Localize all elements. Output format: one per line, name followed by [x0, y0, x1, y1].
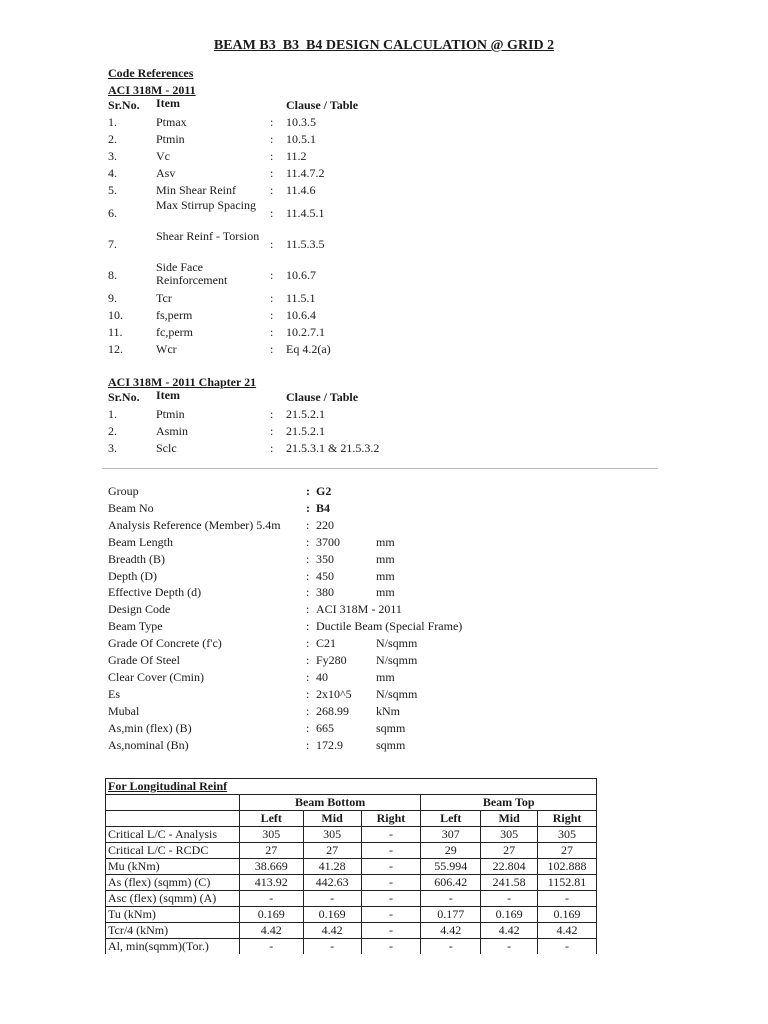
col-srno: Sr.No.	[108, 98, 140, 112]
ref-number: 1.	[108, 115, 117, 129]
param-value: 40	[316, 669, 328, 684]
table-cell: -	[481, 939, 538, 955]
param-colon: :	[306, 500, 310, 515]
table-cell: 27	[303, 843, 361, 859]
blank-cell	[106, 811, 240, 827]
param-colon: :	[306, 568, 310, 583]
ref-number: 2.	[108, 132, 117, 146]
table-cell: 305	[538, 827, 597, 843]
param-unit: mm	[376, 585, 395, 600]
param-colon: :	[306, 517, 310, 532]
table-cell: 102.888	[538, 859, 597, 875]
param-colon: :	[306, 551, 310, 566]
param-label: Breadth (B)	[108, 551, 165, 566]
table-cell: -	[361, 843, 421, 859]
param-unit: N/sqmm	[376, 653, 418, 667]
param-label: Effective Depth (d)	[108, 585, 202, 600]
ref-colon: :	[270, 115, 274, 129]
table-cell: -	[303, 939, 361, 955]
ref-clause: 21.5.2.1	[286, 407, 325, 421]
table-cell: 22.804	[481, 859, 538, 875]
ref-clause: 10.3.5	[286, 115, 316, 129]
ref-item: Ptmin	[156, 132, 185, 146]
ref-clause: 10.6.7	[286, 268, 316, 282]
ref-clause: 10.6.4	[286, 308, 316, 322]
param-colon: :	[306, 686, 310, 701]
ref-number: 6.	[108, 206, 117, 220]
param-unit: N/sqmm	[376, 636, 418, 651]
table-cell: -	[361, 907, 421, 923]
table-cell: 4.42	[481, 923, 538, 939]
table-cell: 307	[421, 827, 481, 843]
param-value: 172.9	[316, 737, 343, 752]
table-cell: 0.169	[303, 907, 361, 923]
col-srno: Sr.No.	[108, 390, 140, 404]
col-item: Item	[156, 388, 180, 402]
subheader-cell: Left	[421, 811, 481, 827]
param-label: Design Code	[108, 602, 171, 617]
param-unit: sqmm	[376, 737, 406, 752]
param-label: Beam Length	[108, 534, 173, 549]
param-label: As,nominal (Bn)	[108, 737, 189, 752]
table-cell: -	[421, 939, 481, 955]
ref-number: 5.	[108, 183, 117, 197]
row-label: Al, min(sqmm)(Tor.)	[106, 939, 240, 955]
param-label: Beam Type	[108, 619, 163, 634]
table-cell: 4.42	[421, 923, 481, 939]
col-clause: Clause / Table	[286, 98, 359, 112]
table-cell: 0.177	[421, 907, 481, 923]
table-cell: 38.669	[239, 859, 303, 875]
table-cell: 27	[481, 843, 538, 859]
subheader-cell: Right	[361, 811, 421, 827]
param-label: As,min (flex) (B)	[108, 720, 192, 735]
table-cell: -	[361, 891, 421, 907]
table-cell: 4.42	[538, 923, 597, 939]
ref-colon: :	[270, 183, 274, 197]
ref-colon: :	[270, 407, 274, 421]
table-cell: -	[303, 891, 361, 907]
section1-title: ACI 318M - 2011	[108, 83, 196, 97]
col-item: Item	[156, 96, 180, 110]
param-value: 3700	[316, 534, 340, 549]
ref-number: 2.	[108, 424, 117, 438]
ref-number: 11.	[108, 325, 123, 339]
ref-clause: 10.2.7.1	[286, 325, 325, 339]
ref-number: 9.	[108, 291, 117, 305]
table-cell: -	[421, 891, 481, 907]
param-value: B4	[316, 500, 331, 515]
divider	[102, 468, 658, 469]
param-colon: :	[306, 669, 310, 684]
row-label: As (flex) (sqmm) (C)	[106, 875, 240, 891]
param-colon: :	[306, 534, 310, 549]
page-title: BEAM B3_B3_B4 DESIGN CALCULATION @ GRID 2	[213, 38, 555, 53]
subheader-cell: Mid	[303, 811, 361, 827]
param-value: 665	[316, 720, 334, 735]
table-cell: 27	[538, 843, 597, 859]
table-row	[106, 891, 597, 907]
ref-item: Asmin	[156, 424, 189, 438]
row-label: Tcr/4 (kNm)	[106, 923, 240, 939]
ref-colon: :	[270, 308, 274, 322]
param-colon: :	[306, 484, 310, 498]
param-value: 268.99	[316, 703, 349, 718]
table-title: For Longitudinal Reinf	[106, 779, 597, 795]
ref-colon: :	[270, 237, 274, 251]
ref-colon: :	[270, 268, 274, 282]
table-row	[106, 923, 597, 939]
table-cell: -	[361, 875, 421, 891]
row-label: Critical L/C - Analysis	[106, 827, 240, 843]
ref-item: Side Face Reinforcement	[156, 260, 228, 287]
ref-item: fs,perm	[156, 308, 193, 322]
table-cell: -	[481, 891, 538, 907]
ref-clause: 11.4.5.1	[286, 206, 325, 220]
table-cell: 4.42	[303, 923, 361, 939]
table-row	[106, 859, 597, 875]
table-cell: 0.169	[239, 907, 303, 923]
ref-colon: :	[270, 206, 274, 220]
param-value: ACI 318M - 2011	[316, 602, 402, 617]
ref-number: 4.	[108, 166, 117, 180]
table-cell: 29	[421, 843, 481, 859]
param-value: C21	[316, 636, 337, 651]
longitudinal-reinf-table	[105, 778, 597, 954]
table-cell: 41.28	[303, 859, 361, 875]
param-unit: mm	[376, 534, 395, 549]
ref-item: Wcr	[156, 342, 177, 356]
param-colon: :	[306, 737, 310, 752]
ref-clause: Eq 4.2(a)	[286, 342, 331, 356]
table-cell: 442.63	[303, 875, 361, 891]
param-value: Ductile Beam (Special Frame)	[316, 619, 463, 634]
ref-colon: :	[270, 342, 274, 356]
param-value: G2	[316, 484, 332, 498]
ref-item: Ptmax	[156, 115, 187, 129]
table-cell: -	[361, 827, 421, 843]
table-cell: 0.169	[481, 907, 538, 923]
table-cell: 305	[303, 827, 361, 843]
param-label: Clear Cover (Cmin)	[108, 669, 204, 684]
param-value: 350	[316, 551, 334, 566]
param-label: Depth (D)	[108, 568, 157, 583]
row-label: Critical L/C - RCDC	[106, 843, 240, 859]
table-cell: -	[239, 939, 303, 955]
row-label: Asc (flex) (sqmm) (A)	[106, 891, 240, 907]
param-value: 380	[316, 585, 334, 600]
param-label: Mubal	[108, 703, 140, 718]
param-unit: N/sqmm	[376, 686, 418, 701]
group-beam-top: Beam Top	[421, 795, 597, 811]
ref-item: Max Stirrup Spacing	[156, 198, 256, 212]
ref-item: Min Shear Reinf	[156, 183, 236, 197]
table-cell: 1152.81	[538, 875, 597, 891]
table-cell: 4.42	[239, 923, 303, 939]
ref-colon: :	[270, 325, 274, 339]
ref-number: 7.	[108, 237, 117, 251]
group-beam-bottom: Beam Bottom	[239, 795, 420, 811]
table-row	[106, 875, 597, 891]
param-value: Fy280	[316, 653, 347, 667]
param-colon: :	[306, 653, 310, 667]
param-label: Grade Of Steel	[108, 653, 180, 667]
subheader-cell: Left	[239, 811, 303, 827]
subheader-cell: Right	[538, 811, 597, 827]
ref-colon: :	[270, 132, 274, 146]
code-references-heading: Code References	[108, 66, 194, 80]
ref-number: 1.	[108, 407, 117, 421]
ref-number: 10.	[108, 308, 123, 322]
param-colon: :	[306, 703, 310, 718]
param-value: 450	[316, 568, 334, 583]
ref-clause: 11.2	[286, 149, 307, 163]
row-label: Mu (kNm)	[106, 859, 240, 875]
param-unit: mm	[376, 669, 395, 684]
subheader-cell: Mid	[481, 811, 538, 827]
param-value: 2x10^5	[316, 686, 352, 701]
ref-colon: :	[270, 166, 274, 180]
param-label: Beam No	[108, 500, 154, 515]
ref-colon: :	[270, 149, 274, 163]
param-unit: mm	[376, 568, 395, 583]
param-label: Analysis Reference (Member) 5.4m	[108, 517, 281, 532]
table-cell: -	[239, 891, 303, 907]
table-row	[106, 907, 597, 923]
table-row	[106, 827, 597, 843]
ref-item: Ptmin	[156, 407, 185, 421]
ref-item: Asv	[156, 166, 176, 180]
ref-item: Vc	[156, 149, 170, 163]
ref-clause: 11.5.1	[286, 291, 316, 305]
param-label: Grade Of Concrete (f'c)	[108, 636, 222, 651]
section2-title: ACI 318M - 2011 Chapter 21	[108, 375, 257, 389]
blank-cell	[106, 795, 240, 811]
ref-colon: :	[270, 424, 274, 438]
table-cell: 606.42	[421, 875, 481, 891]
param-label: Group	[108, 484, 139, 498]
ref-clause: 10.5.1	[286, 132, 316, 146]
table-cell: 27	[239, 843, 303, 859]
table-cell: -	[361, 859, 421, 875]
param-unit: mm	[376, 551, 395, 566]
ref-number: 8.	[108, 268, 117, 282]
ref-number: 3.	[108, 149, 117, 163]
table-cell: -	[361, 939, 421, 955]
table-cell: 0.169	[538, 907, 597, 923]
ref-item: Tcr	[156, 291, 172, 305]
ref-clause: 11.4.7.2	[286, 166, 325, 180]
table-cell: 241.58	[481, 875, 538, 891]
param-colon: :	[306, 636, 310, 651]
param-colon: :	[306, 585, 310, 600]
table-cell: 55.994	[421, 859, 481, 875]
ref-number: 3.	[108, 441, 117, 455]
ref-colon: :	[270, 441, 274, 455]
param-colon: :	[306, 720, 310, 735]
table-cell: -	[538, 891, 597, 907]
param-label: Es	[108, 686, 120, 701]
table-cell: 305	[481, 827, 538, 843]
ref-item: Shear Reinf - Torsion	[156, 229, 260, 243]
table-row	[106, 843, 597, 859]
ref-item: Sclc	[156, 441, 177, 455]
param-unit: sqmm	[376, 720, 406, 735]
ref-item: fc,perm	[156, 325, 193, 339]
ref-clause: 11.4.6	[286, 183, 316, 197]
table-cell: -	[361, 923, 421, 939]
param-unit: kNm	[376, 703, 400, 718]
row-label: Tu (kNm)	[106, 907, 240, 923]
ref-clause: 21.5.3.1 & 21.5.3.2	[286, 441, 380, 455]
ref-clause: 11.5.3.5	[286, 237, 325, 251]
table-row	[106, 939, 597, 955]
ref-number: 12.	[108, 342, 123, 356]
table-cell: -	[538, 939, 597, 955]
ref-clause: 21.5.2.1	[286, 424, 325, 438]
ref-colon: :	[270, 291, 274, 305]
col-clause: Clause / Table	[286, 390, 359, 404]
param-value: 220	[316, 517, 334, 532]
table-cell: 413.92	[239, 875, 303, 891]
table-cell: 305	[239, 827, 303, 843]
param-colon: :	[306, 602, 310, 617]
param-colon: :	[306, 619, 310, 634]
